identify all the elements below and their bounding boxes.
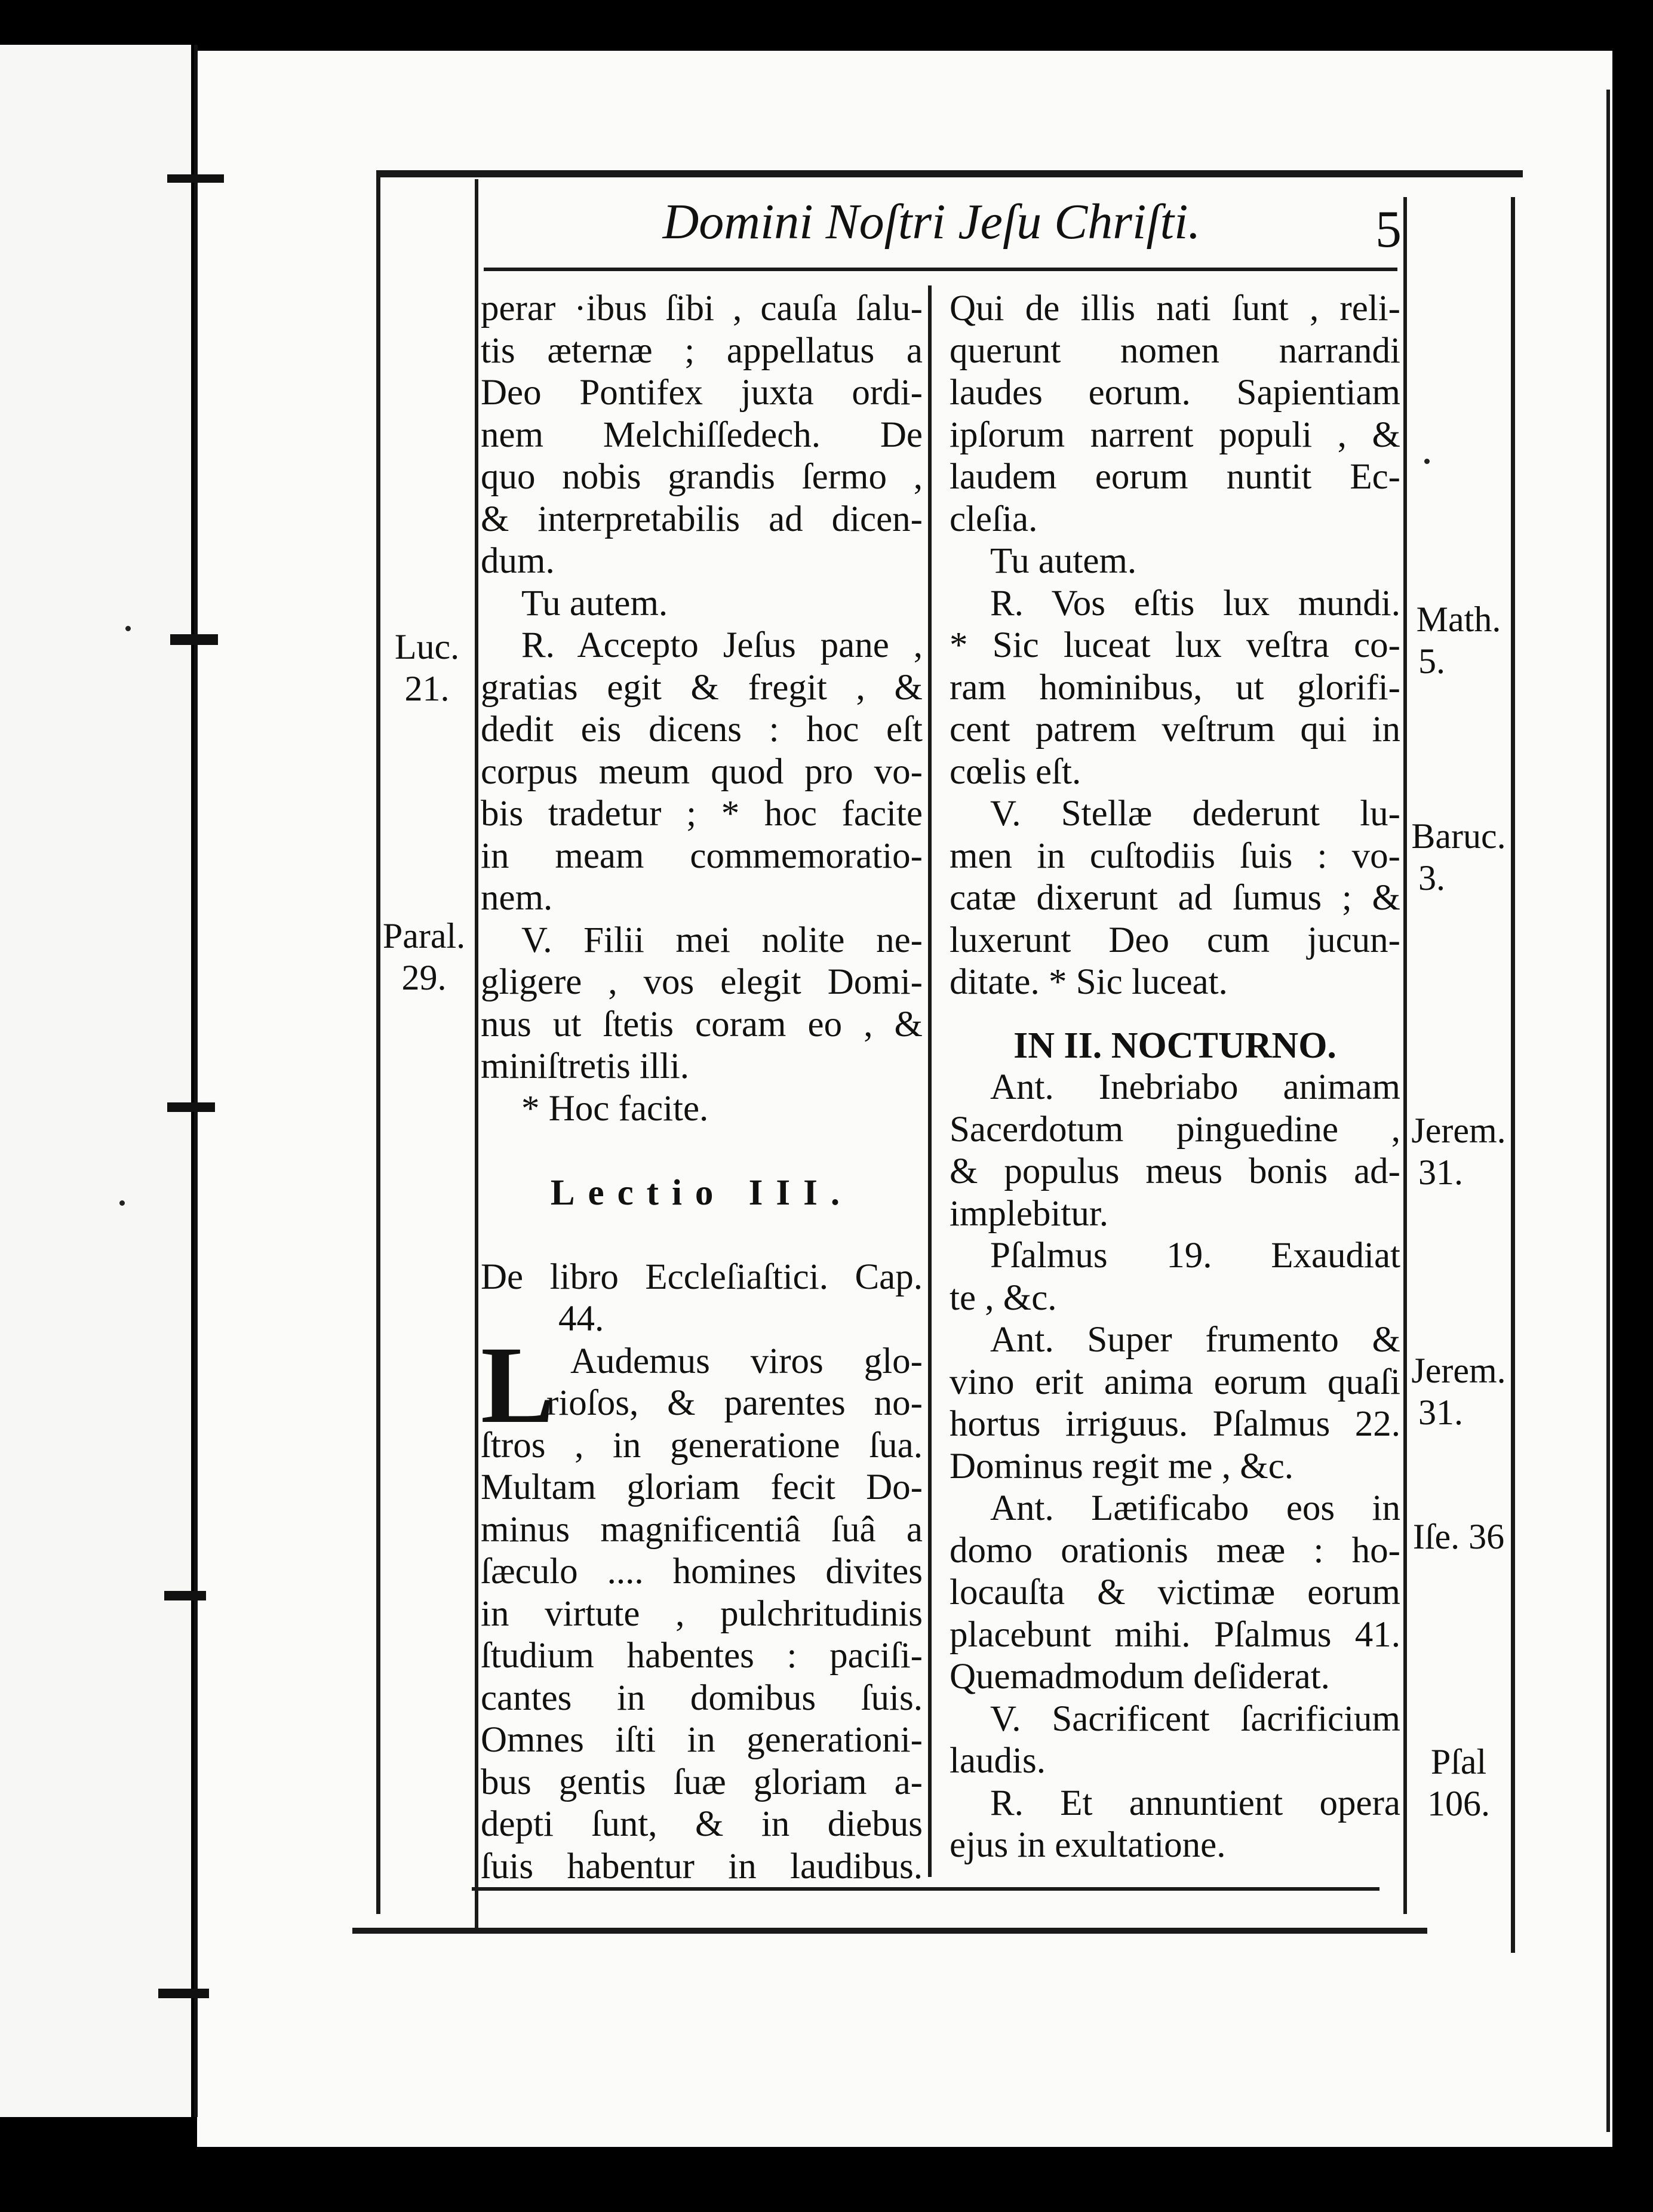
print-speck	[119, 1200, 125, 1206]
margin-note-chapter: 5.	[1418, 641, 1445, 681]
margin-note-ref: Math.	[1416, 600, 1501, 639]
inner-right-rule	[1403, 197, 1407, 1914]
text-line: Omnes iſti in generationi-	[481, 1720, 923, 1760]
text-line: Qui de illis nati ſunt , reli-	[950, 288, 1400, 328]
binding-mark	[164, 1591, 206, 1600]
binding-mark	[167, 1102, 215, 1112]
text-line: gratias egit & fregit , &	[481, 667, 923, 708]
frame-top-rule	[376, 170, 1523, 177]
text-line: men in cuſtodiis ſuis : vo-	[950, 835, 1400, 876]
text-line: implebitur.	[950, 1193, 1109, 1234]
text-line: Audemus viros glo-	[570, 1341, 923, 1381]
margin-note-chapter: 21.	[404, 669, 450, 708]
margin-note-ref: Luc.	[394, 627, 460, 666]
margin-note-ref: Paral.	[382, 916, 466, 956]
text-line: rioſos, & parentes no-	[546, 1383, 923, 1423]
psalm-line: Pſalmus 19. Exaudiat	[990, 1236, 1400, 1276]
text-line: laudis.	[950, 1741, 1046, 1781]
text-line: perar ·ibus ſibi , cauſa ſalu-	[481, 288, 923, 328]
margin-note-ref: Iſe. 36	[1412, 1517, 1505, 1556]
frame-right-rule	[1511, 197, 1515, 1953]
text-line: gligere , vos elegit Domi-	[481, 962, 923, 1002]
margin-note-jerem-1	[1406, 1110, 1511, 1193]
text-line: ditate. * Sic luceat.	[950, 962, 1228, 1002]
binding-mark	[158, 1989, 209, 1998]
margin-note-psal	[1406, 1741, 1511, 1824]
responsory-line: R. Vos eſtis lux mundi.	[990, 583, 1400, 623]
column-divider-rule	[928, 285, 932, 1877]
spacer	[950, 1004, 1400, 1025]
text-line: nem Melchiſſedech. De	[481, 414, 923, 455]
margin-note-baruc	[1406, 815, 1511, 899]
text-line: bis tradetur ; * hoc facite	[481, 794, 923, 834]
versicle-line: V. Stellæ dederunt lu-	[990, 794, 1400, 834]
margin-note-chapter: 106.	[1427, 1784, 1490, 1823]
text-line: locauſta & victimæ eorum	[950, 1572, 1400, 1612]
inner-left-rule	[475, 179, 478, 1932]
text-line: bus gentis ſuæ gloriam a-	[481, 1762, 923, 1802]
nocturn-heading: IN II. NOCTURNO.	[1013, 1025, 1336, 1066]
facing-page-edge	[0, 45, 191, 2117]
text-line: Tu autem.	[521, 583, 668, 623]
left-column	[481, 288, 923, 1882]
antiphon-line: Ant. Super frumento &	[990, 1320, 1400, 1360]
page-number: 5	[1375, 201, 1402, 259]
text-line: quo nobis grandis ſermo ,	[481, 457, 923, 497]
text-line: in meam commemoratio-	[481, 835, 923, 876]
text-line: nus ut ſtetis coram eo , &	[481, 1004, 923, 1044]
print-speck	[125, 626, 131, 631]
print-speck	[1424, 459, 1430, 464]
antiphon-line: Ant. Inebriabo animam	[990, 1067, 1400, 1107]
spacer	[481, 1214, 923, 1256]
margin-note-ref: Jerem.	[1411, 1111, 1506, 1150]
text-line: cantes in domibus ſuis.	[481, 1678, 923, 1718]
text-line: ſuis habentur in laudibus.	[481, 1846, 923, 1882]
drop-cap: L	[481, 1323, 555, 1446]
text-line: placebunt mihi. Pſalmus 41.	[950, 1614, 1400, 1655]
text-line: laudem eorum nuntit Ec-	[950, 457, 1400, 497]
text-line: te , &c.	[950, 1277, 1057, 1318]
text-line: & populus meus bonis ad-	[950, 1151, 1400, 1191]
text-line: Multam gloriam fecit Do-	[481, 1467, 923, 1507]
text-line: miniſtretis illi.	[481, 1046, 690, 1086]
margin-note-jerem-2	[1406, 1350, 1511, 1433]
spacer	[481, 1130, 923, 1172]
text-line: * Sic luceat lux veſtra co-	[950, 625, 1400, 665]
text-line: cleſia.	[950, 499, 1038, 539]
text-line: Sacerdotum pinguedine ,	[950, 1109, 1400, 1150]
right-column	[950, 288, 1400, 1882]
text-line: ſtudium habentes : paciſi-	[481, 1636, 923, 1676]
lectio-heading: Lectio III.	[550, 1172, 853, 1213]
text-line: in virtute , pulchritudinis	[481, 1593, 923, 1634]
margin-note-chapter: 29.	[401, 958, 447, 997]
text-line: ipſorum narrent populi , &	[950, 414, 1400, 455]
margin-note-chapter: 31.	[1418, 1393, 1463, 1432]
text-line: querunt nomen narrandi	[950, 330, 1400, 371]
text-line: vino erit anima eorum quaſi	[950, 1362, 1400, 1402]
text-line: minus magnificentiâ ſuâ a	[481, 1509, 923, 1550]
text-line: * Hoc facite.	[521, 1088, 709, 1129]
head-underline	[484, 268, 1397, 271]
margin-note-ise	[1406, 1516, 1511, 1557]
text-line: dum.	[481, 541, 555, 581]
margin-note-ref: Pſal	[1430, 1742, 1487, 1781]
page-edge-right	[1606, 90, 1610, 2132]
text-line: depti ſunt, & in diebus	[481, 1804, 923, 1844]
margin-note-ref: Baruc.	[1411, 816, 1506, 856]
gutter-line	[194, 45, 198, 2117]
text-line: domo orationis meæ : ho-	[950, 1530, 1400, 1571]
versicle-line: V. Filii mei nolite ne-	[521, 920, 923, 960]
text-line: ram hominibus, ut glorifi-	[950, 667, 1400, 708]
text-line: catæ dixerunt ad ſumus ; &	[950, 878, 1400, 918]
text-line: Quemadmodum deſiderat.	[950, 1657, 1330, 1697]
margin-note-chapter: 3.	[1418, 858, 1445, 898]
margin-note-math	[1406, 598, 1511, 682]
text-line: cœlis eſt.	[950, 751, 1081, 792]
frame-left-rule	[376, 170, 380, 1914]
margin-note-ref: Jerem.	[1411, 1351, 1506, 1390]
text-line: Dominus regit me , &c.	[950, 1446, 1294, 1486]
text-line: Deo Pontifex juxta ordi-	[481, 373, 923, 413]
text-line: dedit eis dicens : hoc eſt	[481, 709, 923, 749]
frame-bottom-rule	[352, 1928, 1427, 1934]
chapter-number: 44.	[558, 1299, 604, 1339]
text-line: & interpretabilis ad dicen-	[481, 499, 923, 539]
margin-note-paral	[373, 915, 475, 999]
text-line: laudes eorum. Sapientiam	[950, 373, 1400, 413]
source-line: De libro Eccleſiaſtici. Cap.	[481, 1256, 923, 1297]
margin-note-chapter: 31.	[1418, 1153, 1463, 1192]
text-line: ſtros , in generatione ſua.	[481, 1425, 923, 1466]
text-line: luxerunt Deo cum jucun-	[950, 920, 1400, 960]
text-line: cent patrem veſtrum qui in	[950, 709, 1400, 749]
text-line: corpus meum quod pro vo-	[481, 751, 923, 792]
bottom-rule-inner	[472, 1887, 1379, 1891]
text-line: ſæculo .... homines divites	[481, 1552, 923, 1592]
responsory-line: R. Et annuntient opera	[990, 1783, 1400, 1823]
versicle-line: V. Sacrificent ſacrificium	[990, 1698, 1400, 1739]
responsory-line: R. Accepto Jeſus pane ,	[521, 625, 923, 665]
text-line: tis æternæ ; appellatus a	[481, 330, 923, 371]
text-line: hortus irriguus. Pſalmus 22.	[950, 1404, 1400, 1444]
text-line: nem.	[481, 878, 553, 918]
antiphon-line: Ant. Lætificabo eos in	[990, 1488, 1400, 1528]
running-head: Domini Noſtri Jeſu Chriſti.	[662, 194, 1201, 250]
text-line: ejus in exultatione.	[950, 1825, 1226, 1865]
text-line: Tu autem.	[990, 541, 1137, 581]
margin-note-luc	[382, 626, 472, 709]
